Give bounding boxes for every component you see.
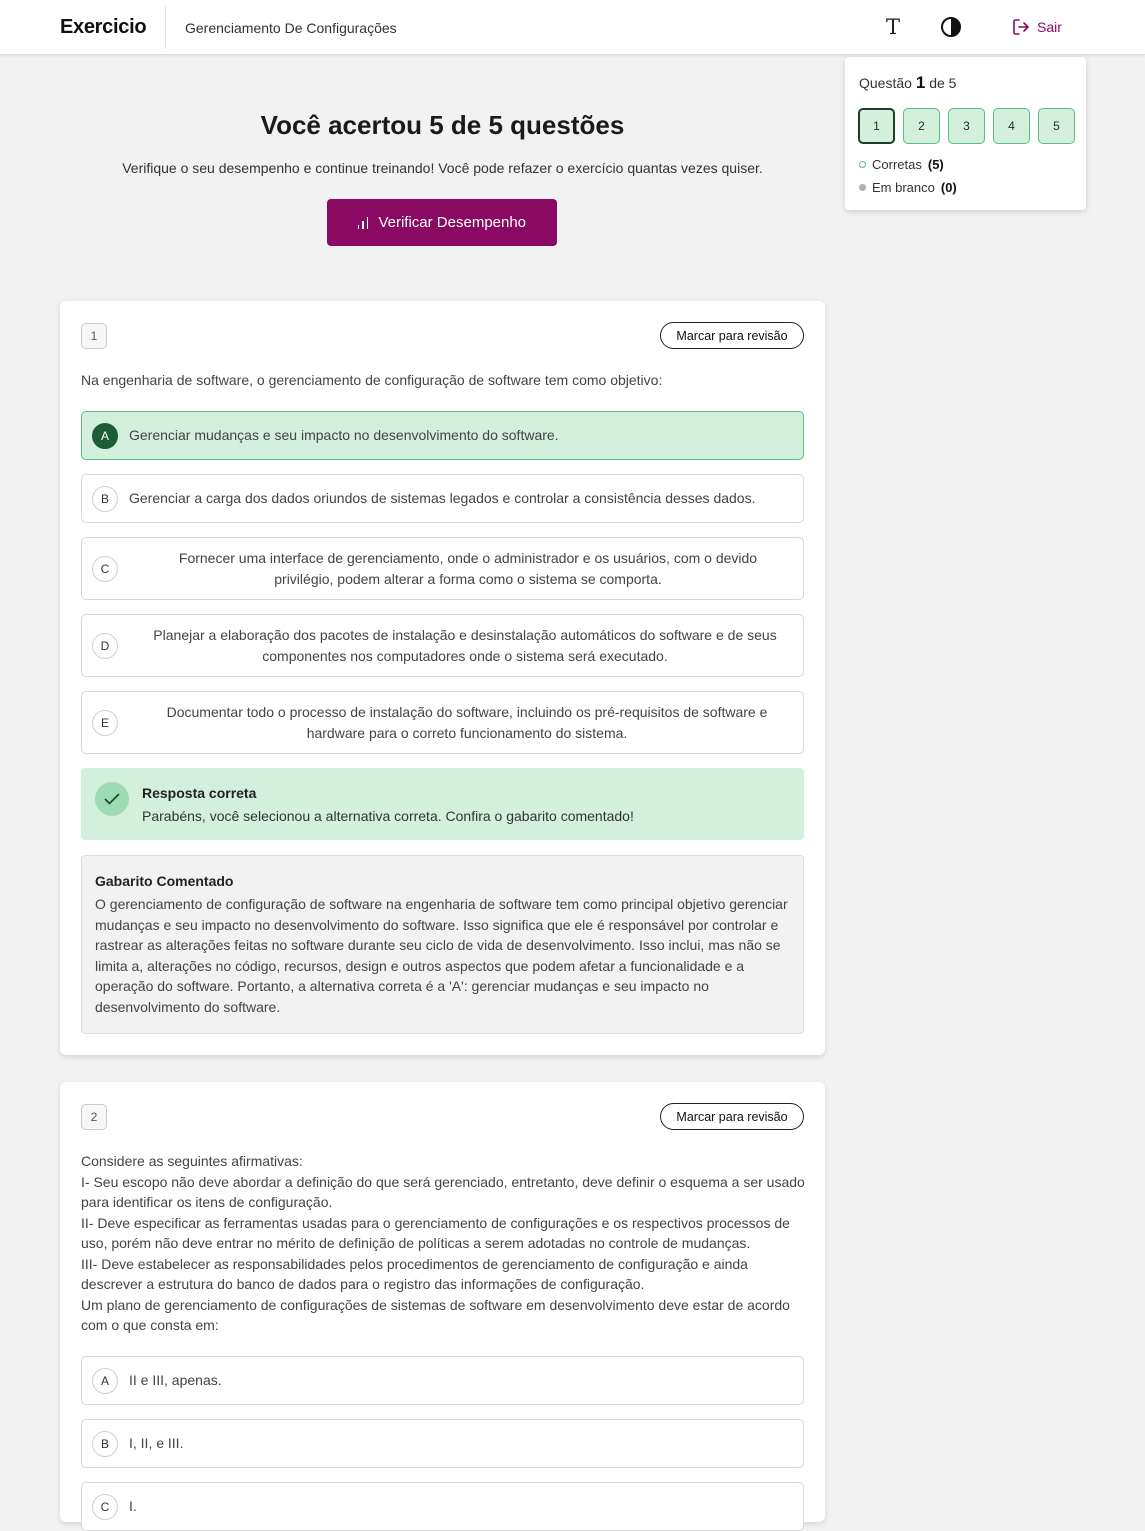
feedback-correct [81,768,804,840]
legend-correct: Corretas (5) [859,157,944,172]
bar-chart-icon [358,217,369,229]
blank-dot-icon [859,184,866,191]
subject-title: Gerenciamento De Configurações [185,20,397,36]
option-a[interactable] [81,411,804,460]
option-b[interactable] [81,474,804,523]
top-bar [0,0,1145,55]
option-letter: B [92,486,118,512]
header-divider [165,6,166,49]
option-text: I, II, e III. [129,1435,184,1451]
question-number-list [858,108,1075,144]
logout-button[interactable] [1012,18,1062,36]
check-performance-label: Verificar Desempenho [378,214,527,231]
logout-label: Sair [1037,19,1062,35]
option-b[interactable] [81,1419,804,1468]
option-d[interactable] [81,614,804,677]
legend-blank: Em branco (0) [859,180,957,195]
question-nav-5[interactable]: 5 [1038,108,1075,144]
question-nav-2[interactable]: 2 [903,108,940,144]
question-card-1 [60,301,825,1055]
mark-review-button[interactable]: Marcar para revisão [660,1103,804,1130]
correct-dot-icon [859,161,866,168]
question-nav-1[interactable]: 1 [858,108,895,144]
option-letter: E [92,710,118,736]
result-title: Você acertou 5 de 5 questões [260,110,625,140]
font-size-icon[interactable]: T [885,15,900,39]
result-subtitle: Verifique o seu desempenho e continue treinando! Você pode refazer o exercício quantas vezes quiser. [122,160,763,176]
option-letter: C [92,556,118,582]
commented-answer [81,855,804,1034]
check-performance-button[interactable] [327,199,557,246]
mark-review-button[interactable]: Marcar para revisão [660,322,804,349]
feedback-title: Resposta correta [142,785,257,801]
option-letter: D [92,633,118,659]
option-text: Planejar a elaboração dos pacotes de instalação e desinstalação automáticos do software e de seus componentes nos computadores onde o sistema será executado. [153,627,777,664]
question-card-2 [60,1082,825,1522]
option-letter: A [92,423,118,449]
question-nav-3[interactable]: 3 [948,108,985,144]
option-c[interactable] [81,1482,804,1531]
option-text: Gerenciar mudanças e seu impacto no desenvolvimento do software. [129,427,559,443]
question-stem: Na engenharia de software, o gerenciamento de configuração de software tem como objetivo: [81,372,663,388]
question-number: 1 [81,323,107,349]
logout-icon [1012,18,1031,36]
option-text: I. [129,1498,137,1514]
feedback-text: Parabéns, você selecionou a alternativa correta. Confira o gabarito comentado! [142,808,634,824]
question-nav-4[interactable]: 4 [993,108,1030,144]
option-a[interactable] [81,1356,804,1405]
check-icon [95,782,129,816]
contrast-icon[interactable] [938,14,964,40]
commented-answer-title: Gabarito Comentado [95,873,234,889]
option-text: Gerenciar a carga dos dados oriundos de sistemas legados e controlar a consistência desses dados. [129,490,756,506]
option-text: Fornecer uma interface de gerenciamento, onde o administrador e os usuários, com o devido privilégio, podem alterar a forma como o sistema se comporta. [178,550,758,587]
option-c[interactable] [81,537,804,600]
option-text: Documentar todo o processo de instalação do software, incluindo os pré-requisitos de software e hardware para o correto funcionamento do sistema. [166,704,768,741]
option-letter: B [92,1431,118,1457]
option-letter: A [92,1368,118,1394]
app-title: Exercicio [60,16,147,38]
option-text: II e III, apenas. [129,1372,222,1388]
question-counter: Questão 1 de 5 [859,73,957,92]
question-stem: Considere as seguintes afirmativas: I- Seu escopo não deve abordar a definição do que será gerenciado, entretanto, deve definir o esquema a ser usado para identificar os itens de configuração. II- Deve especificar as ferramentas usadas para o gerenciamento de configurações e os respectivos processos de uso, porém não deve entrar no mérito de definição de políticas a serem adotadas no controle de mudanças. III- Deve estabelecer as responsabilidades pelos procedimentos de gerenciamento de configuração e ainda descrever a estrutura do banco de dados para o registro das informações de configuração. Um plano de gerenciamento de configurações de sistemas de software em desenvolvimento deve estar de acordo com o que consta em: [81,1153,805,1333]
option-e[interactable] [81,691,804,754]
question-navigator [845,57,1086,210]
option-letter: C [92,1494,118,1520]
commented-answer-text: O gerenciamento de configuração de software na engenharia de software tem como principal objetivo gerenciar mudanças e seu impacto no desenvolvimento do software. Isso significa que ele é responsável por controlar e rastrear as alterações feitas no software durante seu ciclo de vida de desenvolvimento. Isso inclui, mas não se limita a, alterações no código, recursos, design e outros aspectos que podem afetar a funcionalidade e a operação do software. Portanto, a alternativa correta é a 'A': gerenciar mudanças e seu impacto no desenvolvimento do software. [95,896,788,1015]
question-number: 2 [81,1104,107,1130]
